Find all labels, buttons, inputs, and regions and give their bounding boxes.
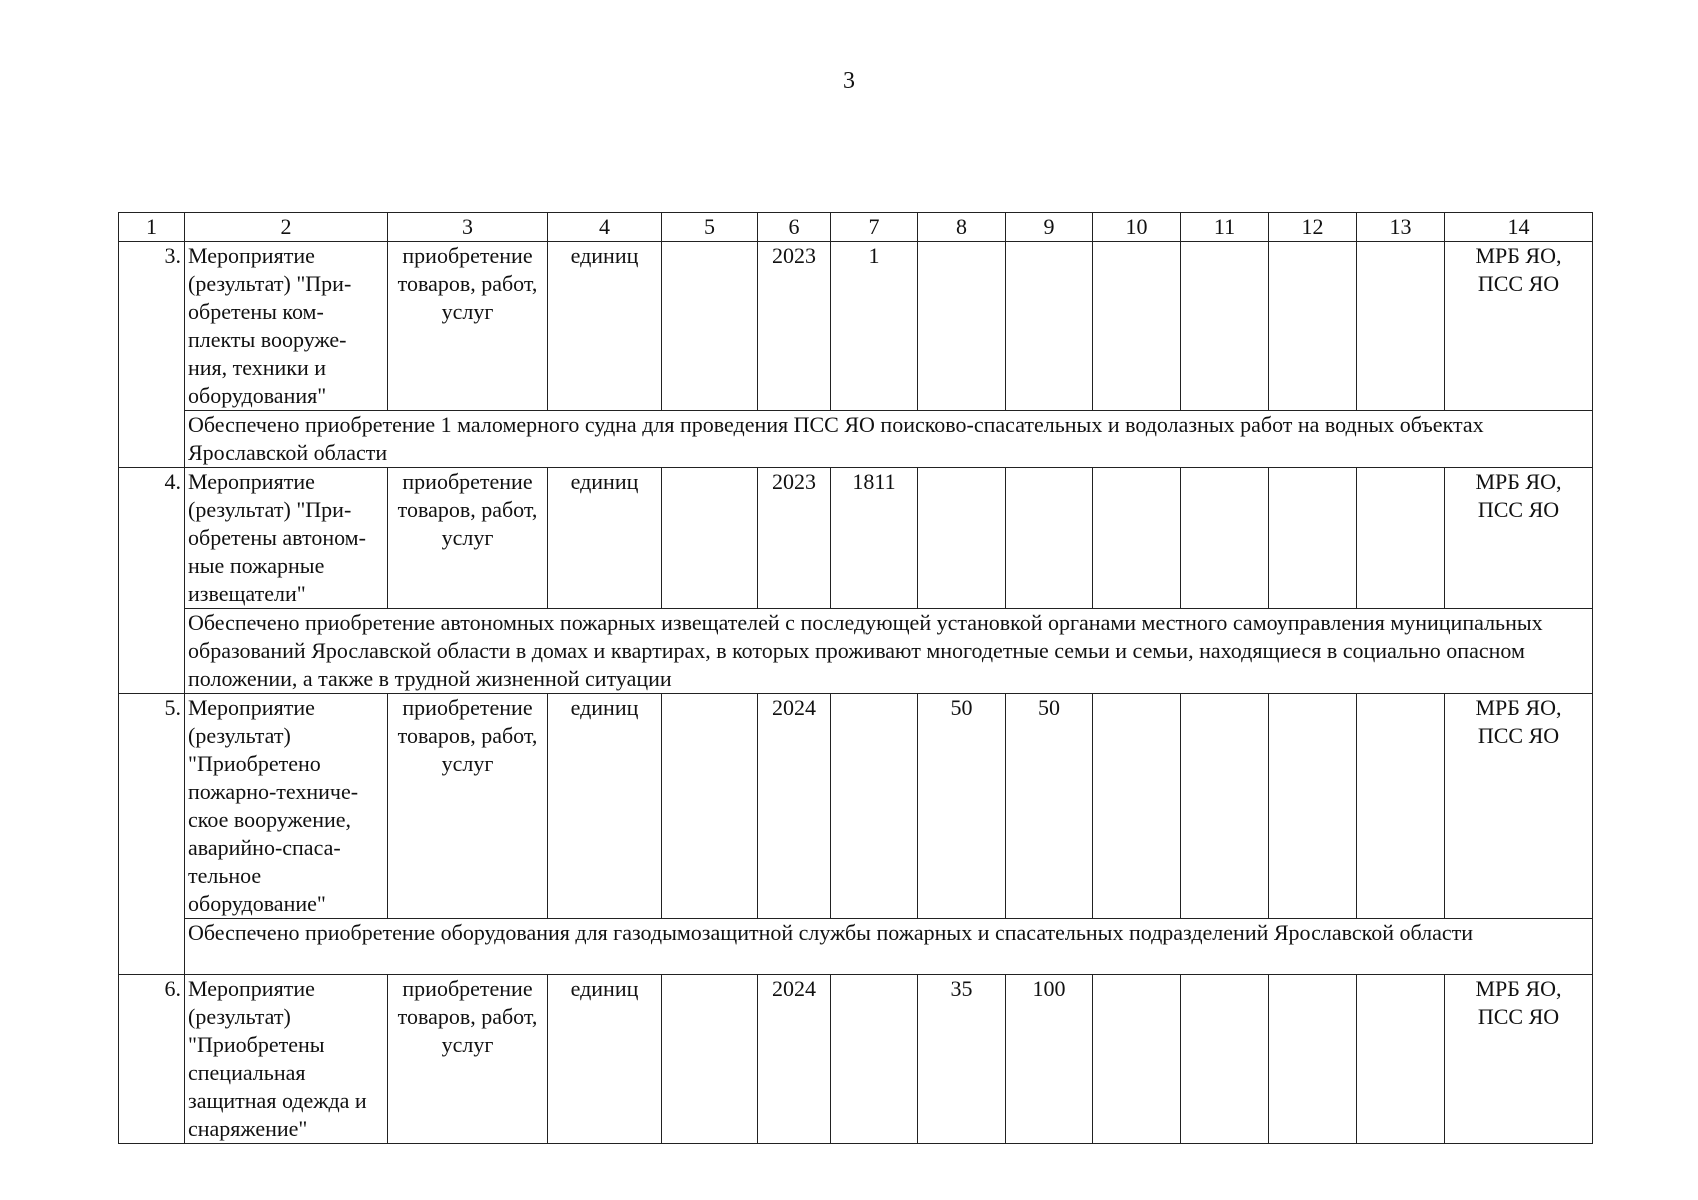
measure-name: Мероприятие (результат) "Приобретены специальная защитная одежда и снаряжение"	[185, 975, 388, 1144]
measure-type: приобретение товаров, работ, услуг	[388, 694, 548, 919]
header-cell: 3	[388, 213, 548, 242]
cell-col13	[1357, 975, 1445, 1144]
cell-col9	[1006, 242, 1093, 411]
cell-col7	[831, 694, 918, 919]
measure-type: приобретение товаров, работ, услуг	[388, 468, 548, 609]
cell-year: 2024	[758, 975, 831, 1144]
measure-description: Обеспечено приобретение автономных пожарных извещателей с последующей установкой органами местного самоуправления муниципальных образований Ярославской области в домах и квартирах, в которых проживают многодетные семьи и семьи, находящиеся в социально опасном положении, а также в трудной жизненной ситуации	[185, 609, 1593, 694]
cell-col12	[1269, 694, 1357, 919]
cell-col7: 1	[831, 242, 918, 411]
header-cell: 1	[119, 213, 185, 242]
header-cell: 6	[758, 213, 831, 242]
description-row	[119, 411, 1593, 468]
cell-col9	[1006, 468, 1093, 609]
measure-unit: единиц	[548, 242, 662, 411]
table-row	[119, 694, 1593, 919]
measures-table	[118, 212, 1593, 1144]
header-cell: 4	[548, 213, 662, 242]
cell-col9: 50	[1006, 694, 1093, 919]
cell-col8	[918, 468, 1006, 609]
header-cell: 11	[1181, 213, 1269, 242]
cell-col12	[1269, 468, 1357, 609]
measure-unit: единиц	[548, 468, 662, 609]
cell-col12	[1269, 242, 1357, 411]
header-cell: 5	[662, 213, 758, 242]
cell-col7: 1811	[831, 468, 918, 609]
cell-col8	[918, 242, 1006, 411]
cell-col10	[1093, 468, 1181, 609]
measure-type: приобретение товаров, работ, услуг	[388, 242, 548, 411]
cell-year: 2023	[758, 468, 831, 609]
table-row	[119, 468, 1593, 609]
description-row	[119, 609, 1593, 694]
measure-unit: единиц	[548, 694, 662, 919]
header-cell: 8	[918, 213, 1006, 242]
responsible: МРБ ЯО, ПСС ЯО	[1445, 694, 1593, 919]
row-number: 4.	[119, 468, 185, 694]
table-row	[119, 242, 1593, 411]
cell-col13	[1357, 694, 1445, 919]
cell-col5	[662, 975, 758, 1144]
header-cell: 7	[831, 213, 918, 242]
header-cell: 13	[1357, 213, 1445, 242]
cell-col11	[1181, 242, 1269, 411]
measure-name: Мероприятие (результат) "Приобретено пожарно-техниче- ское вооружение, аварийно-спаса- тельное оборудование"	[185, 694, 388, 919]
cell-col9: 100	[1006, 975, 1093, 1144]
header-cell: 12	[1269, 213, 1357, 242]
cell-col10	[1093, 242, 1181, 411]
cell-col5	[662, 468, 758, 609]
cell-col11	[1181, 975, 1269, 1144]
measure-unit: единиц	[548, 975, 662, 1144]
page-number: 3	[843, 68, 855, 94]
cell-col7	[831, 975, 918, 1144]
measure-description: Обеспечено приобретение оборудования для газодымозащитной службы пожарных и спасательных подразделений Ярославской области	[185, 919, 1593, 975]
cell-col8: 50	[918, 694, 1006, 919]
table-row	[119, 975, 1593, 1144]
table-header-row	[119, 213, 1593, 242]
cell-col13	[1357, 468, 1445, 609]
measure-name: Мероприятие (результат) "При- обретены автоном- ные пожарные извещатели"	[185, 468, 388, 609]
header-cell: 10	[1093, 213, 1181, 242]
header-cell: 9	[1006, 213, 1093, 242]
cell-col10	[1093, 694, 1181, 919]
cell-col12	[1269, 975, 1357, 1144]
header-cell: 14	[1445, 213, 1593, 242]
responsible: МРБ ЯО, ПСС ЯО	[1445, 975, 1593, 1144]
description-row	[119, 919, 1593, 975]
cell-col10	[1093, 975, 1181, 1144]
cell-col5	[662, 242, 758, 411]
responsible: МРБ ЯО, ПСС ЯО	[1445, 468, 1593, 609]
measure-description: Обеспечено приобретение 1 маломерного судна для проведения ПСС ЯО поисково-спасательных и водолазных работ на водных объектах Ярославской области	[185, 411, 1593, 468]
measure-type: приобретение товаров, работ, услуг	[388, 975, 548, 1144]
measure-name: Мероприятие (результат) "При- обретены ком- плекты вооруже- ния, техники и оборудования"	[185, 242, 388, 411]
cell-col5	[662, 694, 758, 919]
cell-col8: 35	[918, 975, 1006, 1144]
row-number: 3.	[119, 242, 185, 468]
cell-col11	[1181, 468, 1269, 609]
responsible: МРБ ЯО, ПСС ЯО	[1445, 242, 1593, 411]
row-number: 6.	[119, 975, 185, 1144]
cell-year: 2023	[758, 242, 831, 411]
cell-year: 2024	[758, 694, 831, 919]
row-number: 5.	[119, 694, 185, 975]
cell-col11	[1181, 694, 1269, 919]
cell-col13	[1357, 242, 1445, 411]
header-cell: 2	[185, 213, 388, 242]
